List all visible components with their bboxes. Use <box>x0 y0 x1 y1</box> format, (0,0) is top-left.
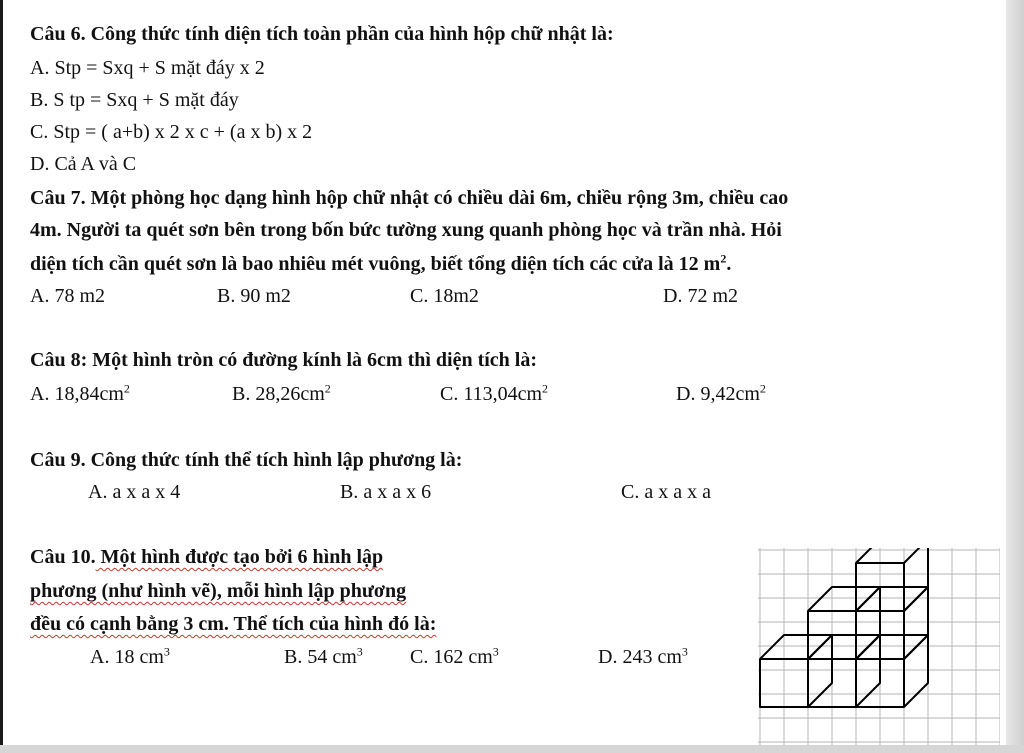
q10-option-a-text: A. 18 cm <box>90 646 164 668</box>
q7-line-2: 4m. Người ta quét sơn bên trong bốn bức tường xung quanh phòng học và trần nhà. Hỏi <box>30 219 782 241</box>
q9-option-a: A. a x a x 4 <box>88 481 181 503</box>
q10-line-2: phương (như hình vẽ), mỗi hình lập phương <box>30 580 407 602</box>
q10-option-c-sup: 3 <box>492 644 499 659</box>
bottom-scroll-edge <box>0 745 1024 753</box>
q6-option-d: D. Cả A và C <box>30 153 137 175</box>
q9-option-c: C. a x a x a <box>621 481 711 503</box>
cube-staircase-figure <box>758 548 1000 745</box>
q10-option-d-text: D. 243 cm <box>598 646 682 668</box>
q10-option-b-text: B. 54 cm <box>284 646 357 668</box>
q6-option-a: A. Stp = Sxq + S mặt đáy x 2 <box>30 57 265 79</box>
q10-option-a <box>90 645 170 669</box>
q10-option-d <box>598 645 688 669</box>
q10-prefix: Câu 10. <box>30 546 96 568</box>
q8-option-b-sup: 2 <box>324 381 331 396</box>
q9-option-b: B. a x a x 6 <box>340 481 432 503</box>
q7-line-3-text: diện tích cần quét sơn là bao nhiêu mét vuông, biết tổng diện tích các cửa là 12 m <box>30 253 721 275</box>
q6-title: Câu 6. Công thức tính diện tích toàn phần của hình hộp chữ nhật là: <box>30 23 614 45</box>
q10-line-1-text: Một hình được tạo bởi 6 hình lập <box>95 546 384 568</box>
q10-option-d-sup: 3 <box>681 644 688 659</box>
q7-line-3-end: . <box>726 253 732 275</box>
q7-option-a: A. 78 m2 <box>30 285 105 307</box>
q8-title: Câu 8: Một hình tròn có đường kính là 6cm thì diện tích là: <box>30 349 538 371</box>
q8-option-b-text: B. 28,26cm <box>232 383 325 405</box>
q8-option-c-sup: 2 <box>542 381 549 396</box>
q10-option-a-sup: 3 <box>163 644 170 659</box>
q7-line-1: Câu 7. Một phòng học dạng hình hộp chữ nhật có chiều dài 6m, chiều rộng 3m, chiều cao <box>30 187 789 209</box>
q8-option-a <box>30 382 130 406</box>
q7-line-3-sup: 2 <box>720 251 727 266</box>
figure-cubes <box>760 548 928 707</box>
q6-option-c: C. Stp = ( a+b) x 2 x c + (a x b) x 2 <box>30 121 313 143</box>
q8-option-c <box>440 382 548 406</box>
q10-line-1 <box>30 545 383 569</box>
q7-line-3 <box>30 252 731 276</box>
q7-option-b: B. 90 m2 <box>217 285 291 307</box>
q8-option-a-sup: 2 <box>123 381 130 396</box>
q6-option-b: B. S tp = Sxq + S mặt đáy <box>30 89 239 111</box>
q10-option-b <box>284 645 363 669</box>
q8-option-b <box>232 382 331 406</box>
q7-option-d: D. 72 m2 <box>663 285 738 307</box>
q10-option-c <box>410 645 499 669</box>
page-edge-shadow <box>1006 0 1024 753</box>
q7-option-c: C. 18m2 <box>410 285 479 307</box>
q8-option-d-text: D. 9,42cm <box>676 383 760 405</box>
q10-option-b-sup: 3 <box>356 644 363 659</box>
q8-option-d-sup: 2 <box>759 381 766 396</box>
q8-option-d <box>676 382 766 406</box>
q8-option-a-text: A. 18,84cm <box>30 383 124 405</box>
q10-option-c-text: C. 162 cm <box>410 646 493 668</box>
q9-title: Câu 9. Công thức tính thể tích hình lập phương là: <box>30 449 463 471</box>
q10-line-3: đều có cạnh bằng 3 cm. Thể tích của hình đó là: <box>30 613 437 635</box>
q8-option-c-text: C. 113,04cm <box>440 383 543 405</box>
